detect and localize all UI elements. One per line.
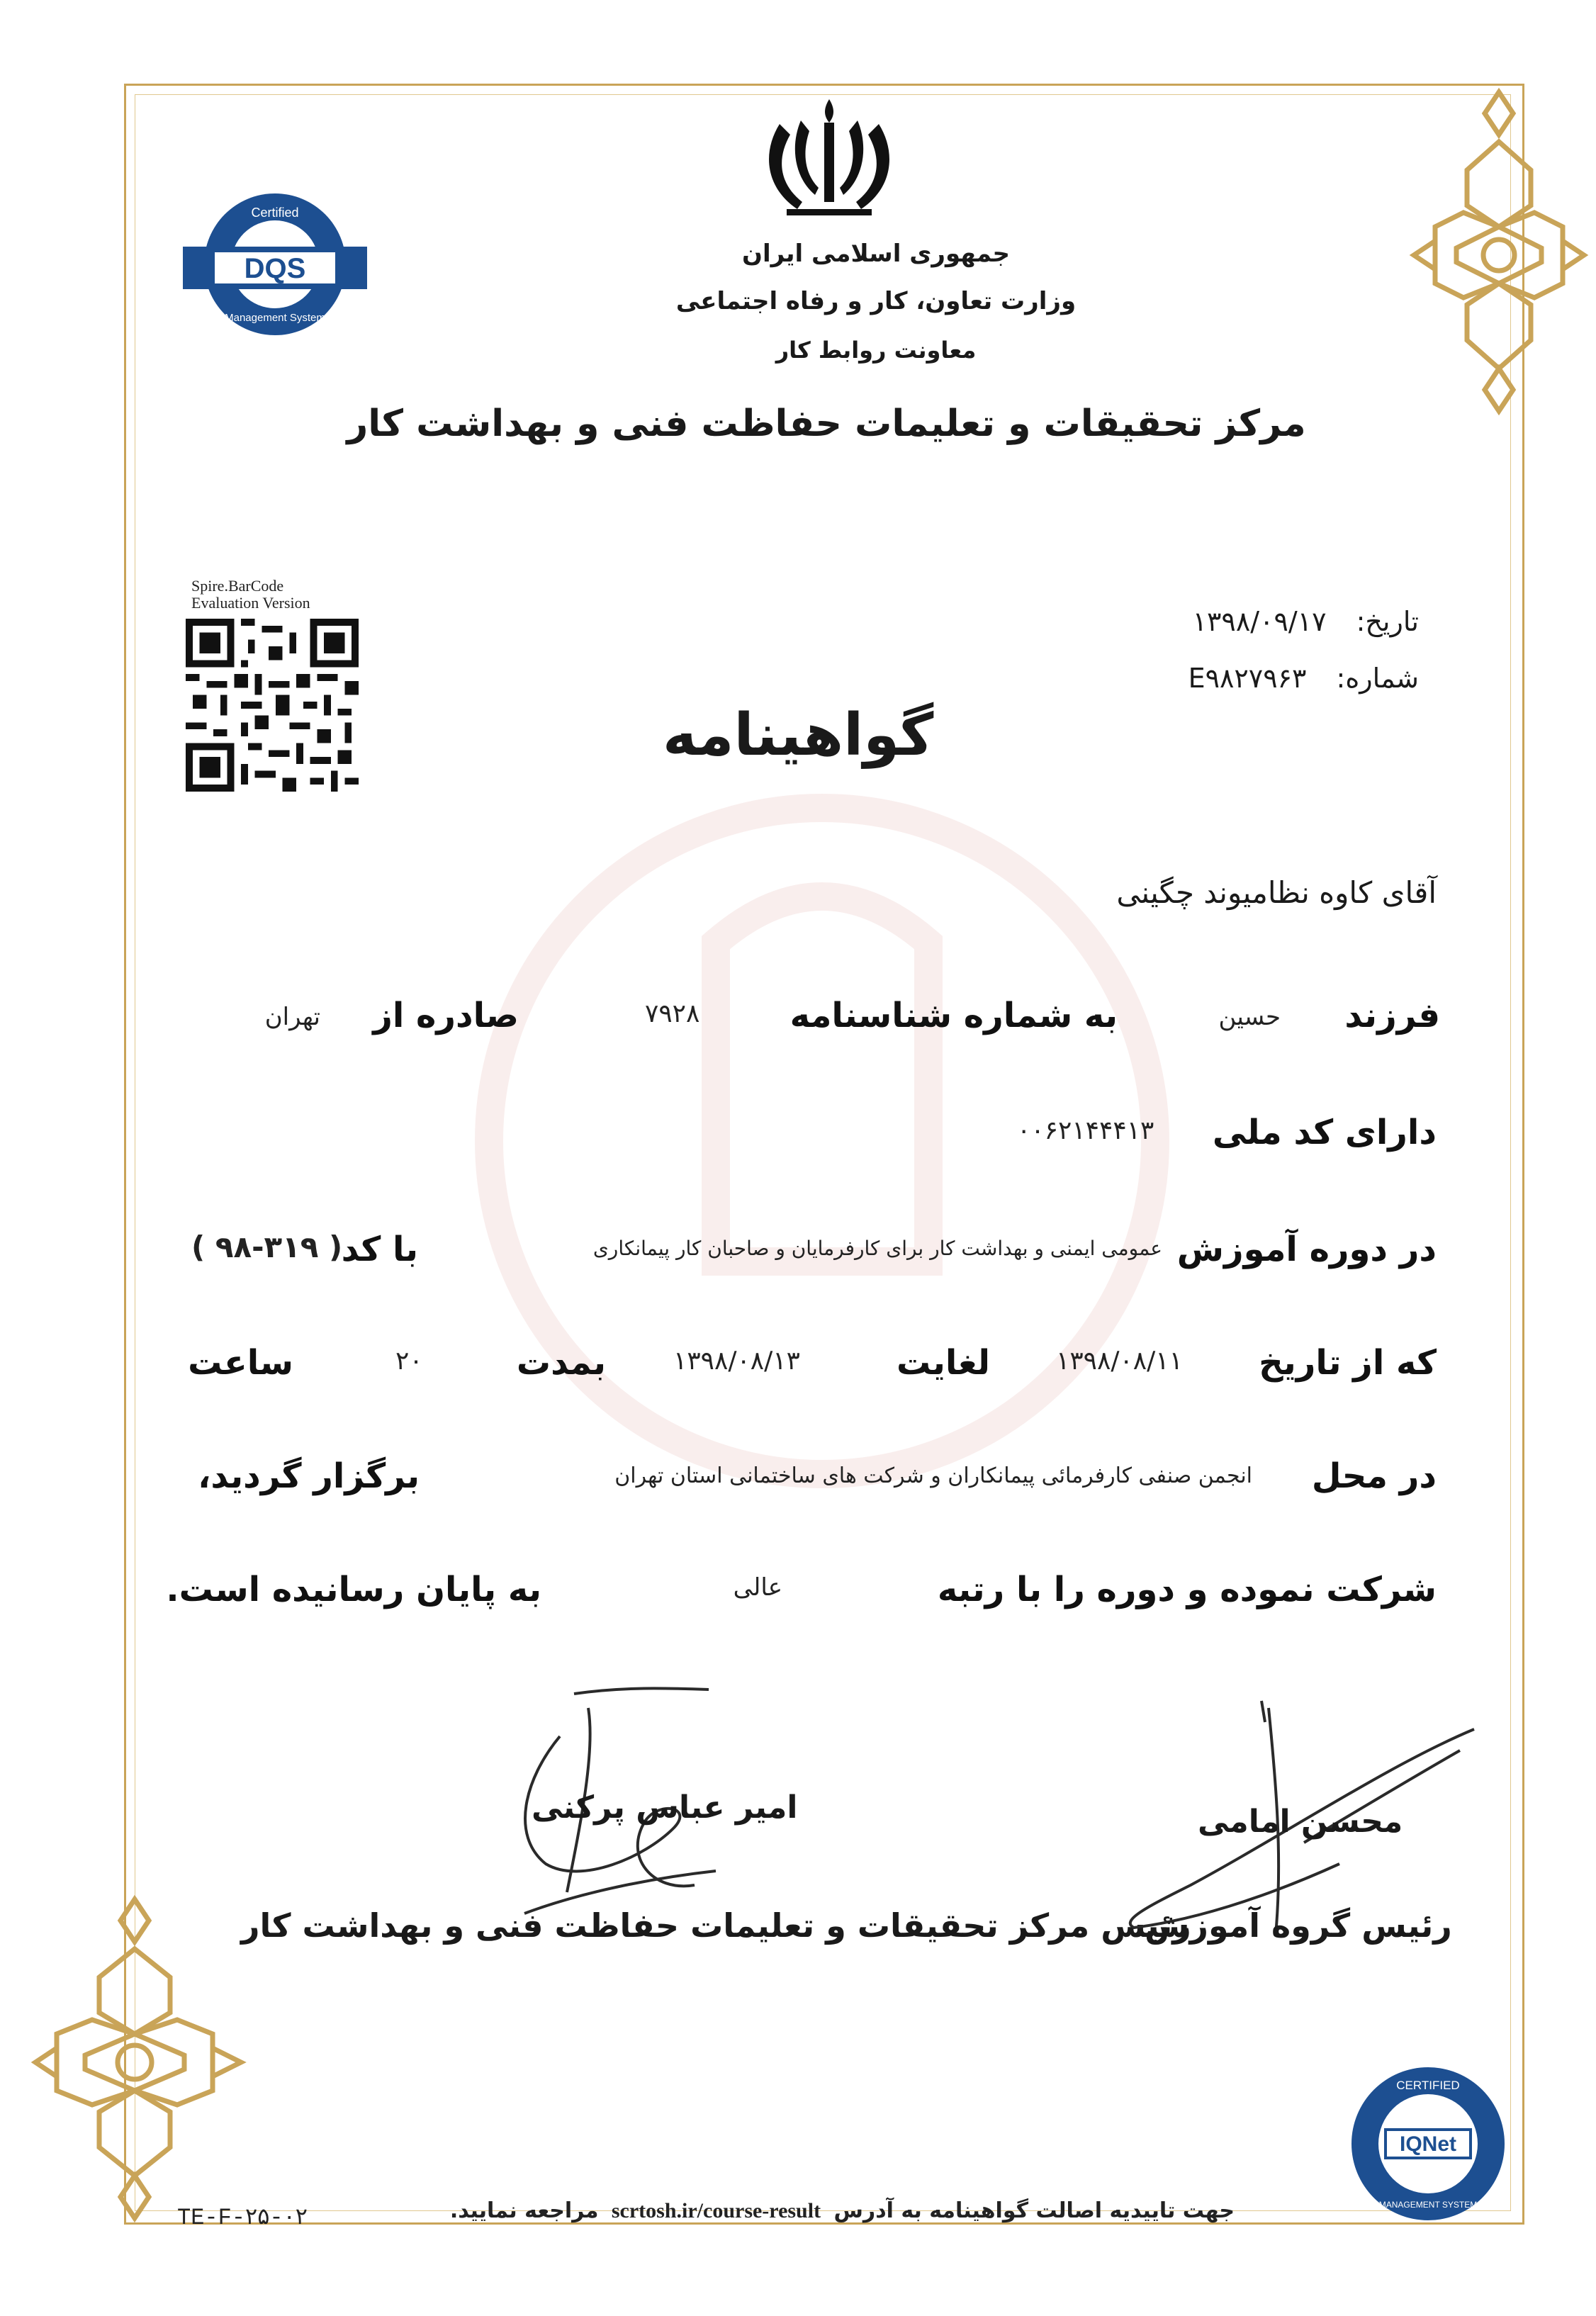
iqnet-bottom-text: MANAGEMENT SYSTEM [1378,2200,1478,2210]
father-name: حسین [1218,1003,1281,1031]
code-label: با کد [341,1230,418,1269]
verify-url[interactable]: scrtosh.ir/course-result [611,2199,821,2222]
iqnet-top-text: CERTIFIED [1396,2079,1460,2092]
duration-value: ۲۰ [395,1347,423,1376]
number-line [1188,663,1419,694]
islamic-ornament-icon [28,1892,255,2225]
completed-label: به پایان رسانیده است. [166,1570,541,1609]
from-date: ۱۳۹۸/۰۸/۱۱ [1056,1347,1183,1376]
held-label: برگزار گردید، [198,1456,420,1496]
certificate-title: گواهینامه [663,702,934,769]
course-name: عمومی ایمنی و بهداشت کار برای کارفرمایان و صاحبان کار پیمانکاری [592,1237,1162,1260]
dqs-seal-icon [183,190,367,339]
qr-caption [191,578,310,612]
deputy-name: معاونت روابط کار [775,337,977,364]
right-signer-name: محسن امامی [1198,1804,1403,1840]
course-label: در دوره آموزش [1176,1230,1437,1269]
date-line [1193,606,1419,637]
course-code: ( ۹۸-۳۱۹ ) [191,1230,343,1264]
to-label: لغایت [897,1343,990,1383]
country-name: جمهوری اسلامی ایران [741,240,1011,268]
national-code-label: دارای کد ملی [1212,1113,1437,1152]
iran-emblem-icon [758,96,900,220]
participated-label: شرکت نموده و دوره را با رتبه [937,1570,1437,1609]
child-of-label: فرزند [1344,996,1440,1035]
date-value: ۱۳۹۸/۰۹/۱۷ [1192,606,1327,637]
ministry-name: وزارت تعاون، کار و رفاه اجتماعی [675,287,1077,315]
number-label: شماره: [1336,663,1419,694]
qr-caption-line-2: Evaluation Version [191,594,310,612]
issued-label: صادره از [373,996,519,1035]
hours-label: ساعت [188,1343,293,1383]
institute-name: مرکز تحقیقات و تعلیمات حفاظت فنی و بهداشت کار [347,403,1306,445]
iqnet-logo-text: IQNet [1399,2132,1457,2156]
grade-value: عالی [733,1573,782,1602]
id-number: ۷۹۲۸ [645,999,700,1028]
form-code: TE-F-۲۵-۰۲ [177,2205,308,2231]
verify-text-1: جهت تاییدیه اصالت گواهینامه به آدرس [833,2198,1235,2223]
dqs-bottom-text: Management System [225,312,325,324]
to-date: ۱۳۹۸/۰۸/۱۳ [673,1347,800,1376]
iqnet-seal-icon [1347,2062,1510,2225]
from-label: که از تاریخ [1259,1343,1437,1383]
id-number-label: به شماره شناسنامه [789,996,1118,1035]
issued-place: تهران [264,1003,320,1031]
number-value: E۹۸۲۷۹۶۳ [1188,663,1307,694]
verify-text-2: مراجعه نمایید. [449,2198,599,2223]
national-code: ۰۰۶۲۱۴۴۴۱۳ [1017,1116,1154,1145]
dqs-top-text: Certified [251,206,299,220]
qr-caption-line-1: Spire.BarCode [191,577,284,595]
dqs-logo-text: DQS [244,253,306,284]
right-signer-title: رئیس گروه آموزش [1145,1906,1452,1945]
verify-note [450,2198,1235,2223]
left-signer-name: امیر عباس پرکنی [532,1789,798,1826]
venue-label: در محل [1311,1456,1437,1496]
duration-label: بمدت [516,1343,606,1383]
date-label: تاریخ: [1356,606,1419,637]
recipient-name: آقای کاوه نظامیوند چگینی [1116,875,1437,910]
venue-name: انجمن صنفی کارفرمائی پیمانکاران و شرکت های ساختمانی استان تهران [614,1463,1252,1488]
qr-code-icon[interactable] [186,619,359,792]
left-signer-title: رئیس مرکز تحقیقات و تعلیمات حفاظت فنی و بهداشت کار [241,1906,1191,1945]
